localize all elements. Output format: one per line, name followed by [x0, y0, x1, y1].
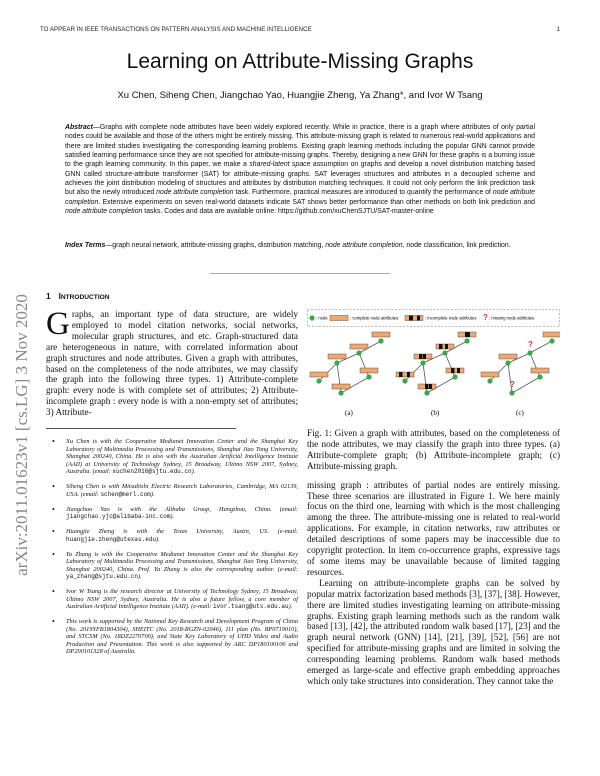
attribute-gap: [429, 384, 432, 389]
footnote-text: Huangjie Zheng is with the Texas University, Austin, US. (e-mail:: [66, 528, 298, 536]
graph-node: [366, 374, 371, 379]
legend-incomplete-gap: [417, 316, 420, 321]
attribute-bar: [332, 384, 350, 389]
footnote-end: ).: [288, 603, 293, 611]
abstract-emph: node attribute completion: [65, 189, 536, 206]
attribute-gap: [419, 354, 423, 359]
footnote-email[interactable]: schen@merl.com: [100, 490, 151, 498]
graph-edge: [530, 353, 540, 377]
footnote-text: Siheng Chen is with Mitsubishi Electric Research Laboratories, Cambridge, MA 02139, USA. (email:: [66, 483, 298, 498]
footnote-text: Xu Chen is with the Cooperative Medianet Innovation Center and the Shanghai Key Laboratory of Multimedia Processing and Transmissions, Shanghai Jiao Tong University, Shanghai 200240, China. He is also with the Australian Artificial Intelligence Institute (AAII) at University of Technology Sydney, 15 Broadway, Ultimo NSW 2007, Sydney, Australia. (email:: [66, 438, 298, 476]
drop-cap: G: [46, 306, 70, 342]
attribute-bar: [499, 354, 517, 359]
section-heading: [46, 292, 298, 301]
intro-text: raphs, an important type of data structure, are widely employed to model citation networks, social networks, molecular graph structures, and etc. Graph-structured data are heterogeneous in nature, with correlated information about graph structures and node attributes. Given a graph with attributes, based on the completeness of the node attributes, we may classify the graph into the following three types. 1) Attribute-complete graph: every node is with complete set of attributes; 2) Attribute-incomplete graph : every node is with a non-empty set of attributes; 3) Attribute-: [46, 309, 298, 418]
graph-node: [420, 360, 425, 365]
footnote-email[interactable]: xuchen2016@sjtu.edu.cn: [112, 468, 192, 476]
footnote-email[interactable]: ivor.tsang@uts.edu.au: [212, 603, 289, 611]
graph-node: [509, 390, 514, 395]
page-number: 1: [556, 26, 560, 33]
footnote-text: Ivor W Tsang is the research director at University of Technology Sydney, 15 Broadway, Ultimo NSW 2007, Sydney, Australia. He is also a future fellow, a core member of Australian Artificial Intelligence Institute (AAII). (e-mail:: [66, 588, 298, 611]
footnote-divider: [46, 428, 236, 429]
section-title-rest: NTRODUCTION: [60, 294, 110, 301]
footnote-end: ).: [138, 573, 142, 581]
abstract-text: —Graphs with complete node attributes have been widely explored recently. While in practice, there is a graph where attributes of only partial nodes could be available and those of the others might be entirely missing. This attribute-missing graph is related to numerous real-world applications and there are limited studies investigating the corresponding learning problems. Existing graph learning methods including the popular GNN cannot provide satisfied learning performance since they are not specified for attribute-missing graphs. Thereby, designing a new GNN for these graphs is a burning issue to the graph learning community. In this paper, we make a: [65, 124, 535, 169]
graph-edge: [530, 341, 552, 353]
abstract-text: . Extensive experiments on seven real-world datasets indicate SAT shows better performance than other methods on both link prediction and: [98, 198, 535, 206]
missing-attribute-mark: ?: [510, 380, 515, 389]
author-footnotes: [46, 438, 298, 611]
attribute-bar: [360, 368, 378, 373]
index-terms-emph: node attribute completion: [325, 242, 403, 249]
attribute-gap: [445, 344, 448, 349]
author-footnote: [56, 438, 298, 476]
abstract-text: assumption on graphs and develop a novel distribution matching based GNN called structure-attribute transformer (SAT) for attribute-missing graphs. SAT leverages structures and attributes in a decoupled scheme and achieves the joint distribution modeling of structures and attributes by distribution matching techniques. It could not only perform the link prediction task but also the newly introduced: [65, 161, 535, 197]
attribute-bar: [481, 372, 499, 377]
legend-incomplete-swatch: [405, 316, 423, 321]
running-header: [40, 26, 560, 33]
graph-node: [356, 350, 361, 355]
graph-node: [378, 338, 383, 343]
graph-node: [487, 378, 492, 383]
attribute-gap: [457, 368, 460, 373]
subfig-label-b: (b): [431, 409, 440, 417]
attribute-bar: [446, 368, 464, 373]
attribute-bar: [328, 354, 346, 359]
legend-missing-mark: ?: [483, 313, 488, 322]
subfig-label-c: (c): [516, 409, 524, 417]
footnote-text: Jiangchao Yao is with the Alibaba Group, Hangzhou, China. (email:: [66, 505, 298, 513]
footnote-email[interactable]: ya_zhang@sjtu.edu.cn: [66, 573, 139, 581]
graph-node: [338, 390, 343, 395]
figure-caption: Fig. 1: Given a graph with attributes, based on the completeness of the node attributes, we may classify the graph into three types. (a) Attribute-complete graph; (b) Attribute-incomplete graph; (c) Attribute-missing graph.: [307, 428, 560, 471]
index-terms-label: Index Terms: [65, 242, 106, 249]
body-paragraph: Learning on attribute-incomplete graphs can be solved by popular matrix factorization based methods [3], [37], [38]. However, there are limited studies investigating learning on attribute-missing graphs. Existing graph learning methods such as the random walk based [13], [42], the attributed random walk based [17], [23] and the graph neural network (GNN) [14], [21], [39], [52], [56] are not specified for attribute-missing graphs and are limited in solving the corresponding learning problems. Random walk based methods emerged as large-scale and effective graph embedding approaches which only take structures into consideration. They cannot take the: [307, 577, 560, 686]
graph-node: [527, 350, 532, 355]
graph-node: [402, 378, 407, 383]
legend-incomplete-label: : incomplete node attributes: [425, 315, 477, 321]
funding-note: • This work is supported by the National Key Research and Development Program of China (No. 2019YFB1804304), SHEITC (No. 2018-RGZN-02046), 111 plan (No. BP0719010), and STCSM (No. 18DZ2270700), and State Key Laboratory of UHD Video and Audio Production and Presentation. This work is also supported by ARC DP180100106 and DP200101328 of Australia.: [46, 618, 298, 656]
legend-node-label: : node: [316, 315, 328, 321]
missing-attribute-mark: ?: [528, 340, 533, 349]
arxiv-stamp-text: arXiv:2011.01623v1 [cs.LG] 3 Nov 2020: [12, 294, 31, 576]
legend-complete-swatch: [330, 316, 348, 321]
author-footnote: [56, 483, 298, 498]
graph-node: [334, 360, 339, 365]
author-footnote: [56, 528, 298, 543]
section-number: 1: [46, 292, 51, 301]
graph-node: [464, 338, 469, 343]
arxiv-stamp: [8, 294, 38, 576]
author-footnote: [56, 506, 298, 521]
legend-missing-label: : missing node attributes: [489, 315, 535, 321]
graph-node: [316, 378, 321, 383]
footnote-email[interactable]: jiangchao.yjc@alibaba-inc.com: [66, 513, 171, 521]
attribute-bar: [396, 372, 414, 377]
footnote-end: ).: [170, 513, 175, 521]
index-terms-text: , node classification, link prediction.: [402, 242, 511, 249]
abstract-emph: node attribute completion: [65, 208, 143, 216]
figure-1: [307, 309, 560, 419]
graph-node: [549, 338, 554, 343]
body-paragraph: missing graph : attributes of partial nodes are entirely missing. These three scenarios are illustrated in Figure 1. We here mainly focus on the third one, learning with which is the most challenging among the three. The attribute-missing one is related to real-world applications. For example, in citation networks, raw attributes or detailed descriptions of some papers may be inaccessible due to copyright protection. In item co-occurrence graphs, expressive tags of some items may be unavailable because of limited tagging resources.: [307, 479, 560, 577]
right-column: [307, 309, 560, 687]
graph-node: [452, 374, 457, 379]
attribute-gap: [425, 384, 429, 389]
author-footnote: [56, 588, 298, 611]
abstract-label: Abstract: [65, 124, 93, 131]
graph-node: [537, 374, 542, 379]
abstract-text: task. Furthermore, practical measures are introduced to quantify the performance of: [233, 189, 493, 197]
section-title-initial: I: [58, 292, 61, 301]
abstract-text: tasks. Codes and data are available online: https://github.com/xuChenSJTU/SAT-master-online: [142, 208, 434, 216]
subfig-label-a: (a): [345, 409, 353, 417]
graph-node: [424, 390, 429, 395]
left-column: [46, 292, 298, 656]
footnote-end: ).: [191, 468, 196, 476]
author-list: Xu Chen, Siheng Chen, Jiangchao Yao, Huangjie Zheng, Ya Zhang*, and Ivor W Tsang: [117, 90, 483, 101]
header-divider: [210, 273, 390, 274]
legend-complete-label: : complete node attributes: [350, 315, 399, 321]
graph-node: [442, 350, 447, 355]
attribute-gap: [399, 372, 403, 377]
attribute-bar: [372, 332, 390, 337]
attribute-gap: [407, 372, 410, 377]
attribute-bar: [531, 368, 549, 373]
footnote-text: Ya Zhang is with the Cooperative Medianet Innovation Center and the Shanghai Key Laboratory of Multimedia Processing and Transmissions, Shanghai Jiao Tong University, Shanghai 200240, China. Prof. Ya Zhang is also the corresponding author. (e-mail:: [66, 550, 298, 573]
graph-edge: [512, 377, 540, 393]
intro-paragraph: [46, 306, 298, 418]
legend-incomplete-gap: [409, 316, 413, 321]
attribute-gap: [439, 344, 443, 349]
abstract: [65, 123, 535, 216]
attribute-gap: [467, 332, 470, 337]
index-terms: [65, 241, 535, 250]
author-footnote: [56, 551, 298, 581]
footnote-email[interactable]: huangjie.zheng@utexas.edu: [66, 535, 157, 543]
attribute-bar: [350, 344, 368, 349]
abstract-emph: shared-latent space: [249, 161, 311, 169]
footnote-end: ).: [150, 490, 155, 498]
attribute-gap: [451, 368, 455, 373]
attribute-bar: [543, 332, 560, 337]
graph-edge: [445, 353, 455, 377]
running-title: TO APPEAR IN IEEE TRANSACTIONS ON PATTERN ANALYSIS AND MACHINE INTELLIGENCE: [40, 26, 312, 33]
legend-node-swatch: [309, 315, 314, 320]
graph-node: [505, 360, 510, 365]
graph-edge: [359, 353, 369, 377]
attribute-gap: [423, 354, 426, 359]
footnote-end: ).: [156, 535, 160, 543]
attribute-bar: [310, 372, 328, 377]
paper-title: Learning on Attribute-Missing Graphs: [126, 50, 474, 73]
index-terms-text: —graph neural network, attribute-missing graphs, distribution matching,: [105, 242, 326, 249]
abstract-emph: node attribute completion: [156, 189, 234, 197]
